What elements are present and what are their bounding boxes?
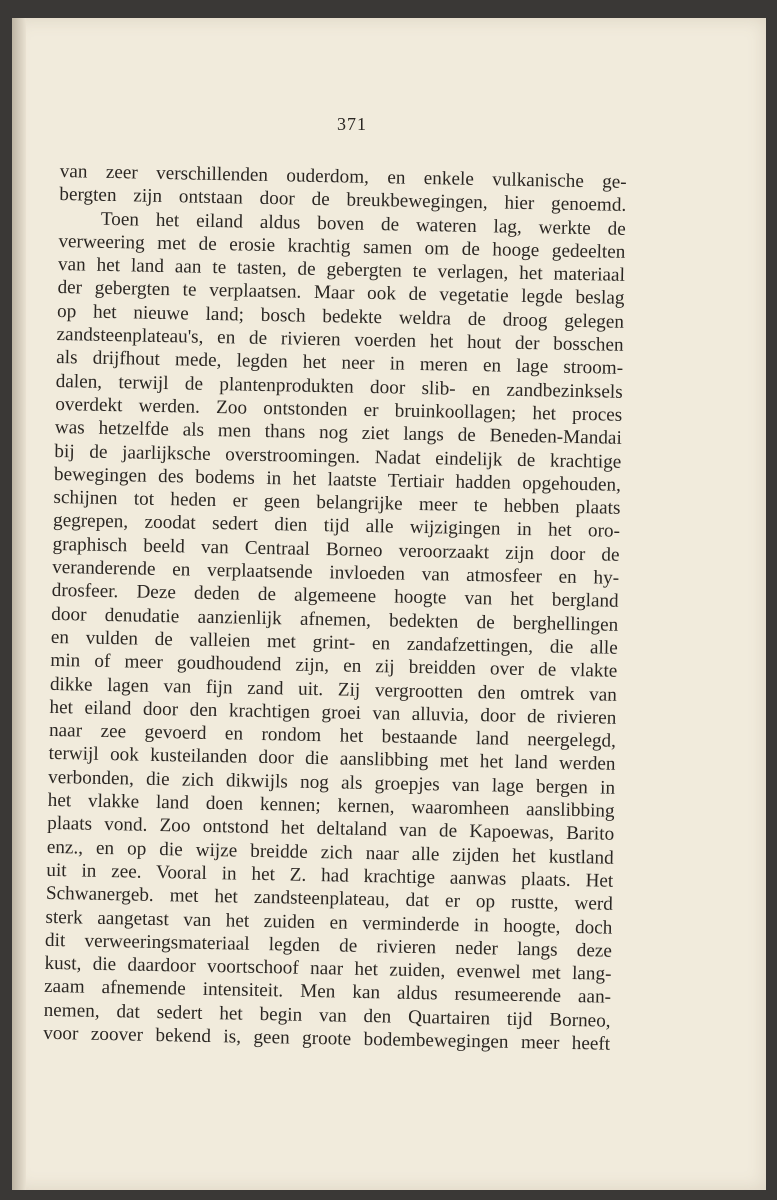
text-line: door denudatie aanzienlijk afnemen, bedekten de berghellingen	[51, 603, 619, 636]
text-line: het vlakke land doen kennen; kernen, waaromheen aanslibbing	[47, 789, 615, 822]
text-line: Schwanergeb. met het zandsteenplateau, dat er op rustte, werd	[45, 883, 614, 915]
book-page	[12, 18, 766, 1190]
text-line: graphisch beeld van Centraal Borneo veroorzaakt zijn door de	[52, 533, 620, 566]
text-line: bij de jaarlijksche overstroomingen. Nadat eindelijk de krachtige	[54, 440, 622, 473]
text-line: drosfeer. Deze deden de algemeene hoogte van het bergland	[51, 580, 619, 613]
text-line: nemen, dat sedert het begin van den Quartairen tijd Borneo,	[43, 999, 611, 1032]
text-line: min of meer goudhoudend zijn, en zij breidden over de vlakte	[50, 650, 618, 683]
text-line: van het land aan te tasten, de gebergten te verlagen, het materiaal	[57, 254, 626, 287]
text-line: voor zoover bekend is, geen groote bodembewegingen meer heeft	[43, 1022, 611, 1055]
text-line: bergten zijn ontstaan door de breukbewegingen, hier genoemd.	[59, 184, 627, 217]
text-line: op het nieuwe land; bosch bedekte weldra de droog gelegen	[56, 300, 625, 333]
text-line: zandsteenplateau's, en de rivieren voerden het hout der bosschen	[56, 324, 624, 356]
text-line: het eiland door den krachtigen groei van alluvia, door de rivieren	[49, 696, 617, 729]
text-line: bewegingen des bodems in het laatste Tertiair hadden opgehouden,	[53, 463, 622, 496]
page-number: 371	[337, 114, 367, 134]
text-line: enz., en op die wijze breidde zich naar alle zijden het kustland	[46, 836, 614, 869]
text-line: verbonden, die zich dikwijls nog als groepjes van lage bergen in	[47, 766, 616, 799]
body-text	[43, 160, 627, 1056]
text-line: der gebergten te verplaatsen. Maar ook de vegetatie legde beslag	[57, 277, 625, 310]
text-line: dikke lagen van fijn zand uit. Zij vergrootten den omtrek van	[49, 673, 618, 706]
text-line: veranderende en verplaatsende invloeden van atmosfeer en hy-	[51, 556, 620, 589]
text-line: als drijfhout mede, legden het neer in meren en lage stroom-	[55, 347, 624, 380]
text-line: schijnen tot heden er geen belangrijke meer te hebben plaats	[53, 487, 621, 519]
text-line: was hetzelfde als men thans nog ziet langs de Beneden-Mandai	[54, 417, 622, 450]
text-line: uit in zee. Vooral in het Z. had krachtige aanwas plaats. Het	[46, 859, 614, 892]
text-line: gegrepen, zoodat sedert dien tijd alle wijzigingen in het oro-	[52, 510, 621, 543]
text-line: plaats vond. Zoo ontstond het deltaland van de Kapoewas, Barito	[47, 813, 615, 846]
text-line: verweering met de erosie krachtig samen om de hooge gedeelten	[58, 230, 626, 263]
text-line: dalen, terwijl de plantenprodukten door slib- en zandbezinksels	[55, 370, 623, 403]
text-line: overdekt werden. Zoo ontstonden er bruinkoollagen; het proces	[55, 393, 623, 426]
text-line: Toen het eiland aldus boven de wateren lag, werkte de	[100, 208, 626, 240]
text-line: zaam afnemende intensiteit. Men kan aldus resumeerende aan-	[43, 976, 612, 1009]
text-line: naar zee gevoerd en rondom het bestaande land neergelegd,	[48, 720, 617, 752]
text-line: kust, die daardoor voortschoof naar het zuiden, evenwel met lang-	[44, 952, 612, 985]
text-line: van zeer verschillenden ouderdom, en enkele vulkanische ge-	[59, 160, 627, 193]
text-line: en vulden de valleien met grint- en zandafzettingen, die alle	[50, 626, 618, 659]
page-gutter-shadow	[12, 18, 26, 1190]
text-line: terwijl ook kusteilanden door die aanslibbing met het land werden	[48, 743, 616, 776]
text-line: dit verweeringsmateriaal legden de rivieren neder langs deze	[44, 929, 613, 962]
text-line: sterk aangetast van het zuiden en verminderde in hoogte, doch	[45, 906, 613, 939]
